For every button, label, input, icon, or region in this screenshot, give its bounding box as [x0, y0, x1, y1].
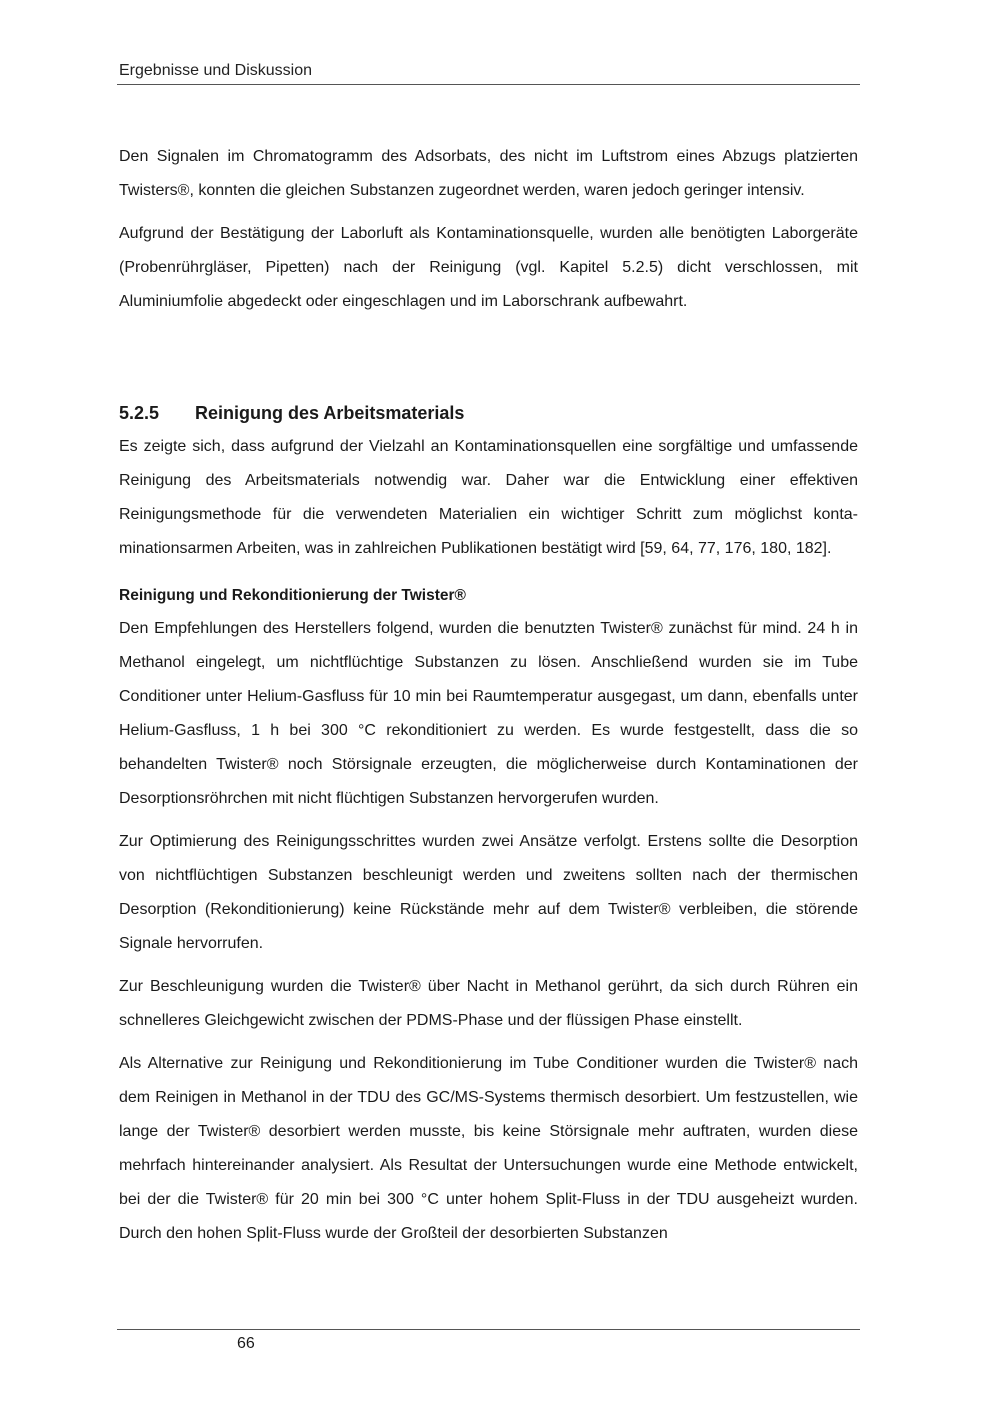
page-body [119, 140, 858, 1251]
section-heading [119, 400, 858, 426]
subsection-paragraph-3: Zur Beschleunigung wurden die Twister® über Nacht in Methanol gerührt, da sich durch Rühren ein schnelleres Gleichgewicht zwischen der PDMS-Phase und der flüssigen Phase einstellt. [119, 978, 858, 1029]
subsection-paragraph-2: Zur Optimierung des Reinigungsschrittes wurden zwei Ansätze verfolgt. Erstens sollte die Desorption von nichtflüchtigen Substanzen beschleunigt werden und zweitens sollten nach der thermischen Desorption (Rekonditionierung) keine Rückstände mehr auf dem Twister® verbleiben, die störende Signale hervorrufen. [119, 833, 858, 952]
section-paragraph: Es zeigte sich, dass aufgrund der Vielzahl an Kontaminationsquellen eine sorgfältige und umfassende Reinigung des Arbeitsmaterials notwendig war. Daher war die Entwicklung einer effektiven Reinigungsmethode für die verwendeten Materialien ein wichtiger Schritt zum möglichst kontaminationsarmen Arbeiten, was in zahlreichen Publikationen bestätigt wird [59, 64, 77, 176, 180, 182]. [119, 438, 858, 557]
intro-paragraph-1: Den Signalen im Chromatogramm des Adsorbats, des nicht im Luftstrom eines Abzugs platzierten Twisters®, konnten die gleichen Substanzen zugeordnet werden, waren jedoch geringer intensiv. [119, 148, 858, 199]
intro-paragraph-2: Aufgrund der Bestätigung der Laborluft als Kontaminationsquelle, wurden alle benötigten Laborgeräte (Probenrührgläser, Pipetten) nach der Reinigung (vgl. Kapitel 5.2.5) dicht verschlossen, mit Aluminiumfolie abgedeckt oder eingeschlagen und im Laborschrank aufbewahrt. [119, 225, 858, 310]
page-number: 66 [237, 1335, 255, 1352]
running-header: Ergebnisse und Diskussion [119, 62, 312, 79]
section-number: 5.2.5 [119, 403, 160, 423]
section-title: Reinigung des Arbeitsmaterials [195, 403, 465, 423]
header-divider [117, 84, 860, 85]
subsection-paragraph-1: Den Empfehlungen des Herstellers folgend, wurden die benutzten Twister® zunächst für mind. 24 h in Methanol eingelegt, um nichtflüchtige Substanzen zu lösen. Anschließend wurden sie im Tube Conditioner unter Helium-Gasfluss für 10 min bei Raumtemperatur ausgegast, um dann, ebenfalls unter Helium-Gasfluss, 1 h bei 300 °C rekonditioniert zu werden. Es wurde festgestellt, dass die so behandelten Twister® noch Störsignale erzeugten, die möglicherweise durch Kontaminationen der Desorptionsröhrchen mit nicht flüchtigen Substanzen hervorgerufen wurden. [119, 620, 858, 807]
subsection-heading: Reinigung und Rekonditionierung der Twister® [119, 587, 466, 604]
footer-divider [117, 1329, 860, 1330]
subsection-paragraph-4: Als Alternative zur Reinigung und Rekonditionierung im Tube Conditioner wurden die Twister® nach dem Reinigen in Methanol in der TDU des GC/MS-Systems thermisch desorbiert. Um festzustellen, wie lange der Twister® desorbiert werden musste, bis keine Störsignale mehr auftraten, wurden diese mehrfach hintereinander analysiert. Als Resultat der Untersuchungen wurde eine Methode entwickelt, bei der die Twister® für 20 min bei 300 °C unter hohem Split-Fluss in der TDU ausgeheizt wurden. Durch den hohen Split-Fluss wurde der Großteil der desorbierten Substanzen [119, 1055, 858, 1242]
